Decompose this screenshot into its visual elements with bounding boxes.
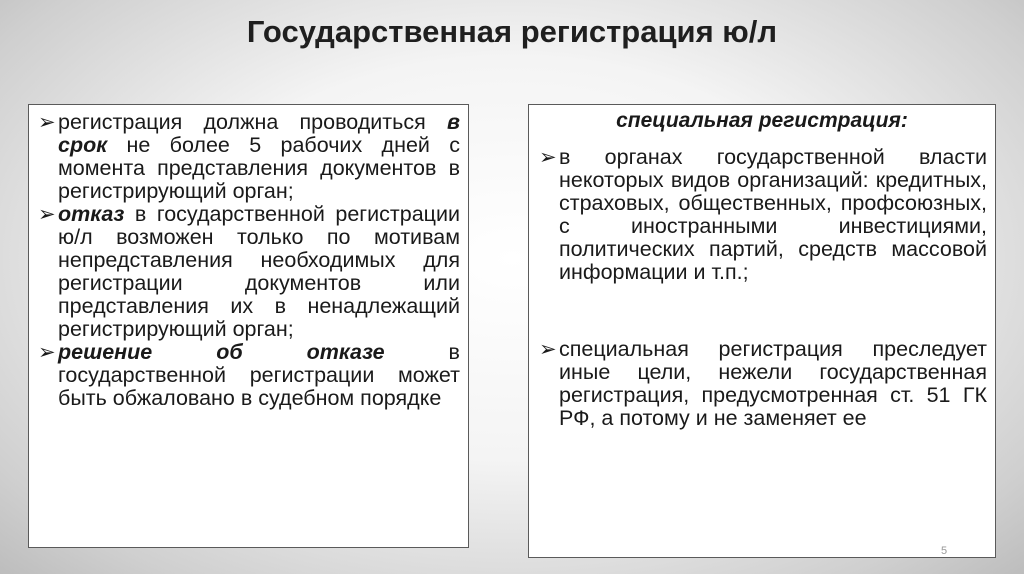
item-text: в органах государственной власти некоторых видов организаций: кредитных, страховых, общественных, профсоюзных, с иностранными инвестициями, политических партий, средств массовой информации и т.п.; (559, 145, 987, 284)
arrow-bullet-icon: ➢ (38, 341, 56, 364)
item-text: регистрация должна проводиться (58, 110, 447, 134)
arrow-bullet-icon: ➢ (38, 111, 56, 134)
slide-title: Государственная регистрация ю/л (246, 14, 778, 49)
item-emphasis: решение об отказе (58, 340, 385, 364)
special-heading: специальная регистрация: (616, 109, 908, 132)
item-text: в государственной регистрации может быть обжаловано в судебном порядке (58, 340, 460, 410)
list-item (36, 203, 460, 341)
right-text-box (528, 104, 996, 558)
list-item (36, 111, 460, 203)
list-item (36, 341, 460, 410)
left-text-box (28, 104, 469, 548)
spacer (537, 284, 987, 338)
arrow-bullet-icon: ➢ (539, 146, 557, 169)
arrow-bullet-icon: ➢ (38, 203, 56, 226)
arrow-bullet-icon: ➢ (539, 338, 557, 361)
list-item (537, 338, 987, 430)
item-text: специальная регистрация преследует иные цели, нежели государственная регистрация, предусмотренная ст. 51 ГК РФ, а потому и не заменяет ее (559, 337, 987, 430)
item-emphasis: в срок (58, 110, 460, 157)
item-text: в государственной регистрации ю/л возможен только по мотивам непредставления необходимых для регистрации документов или представления их в ненадлежащий регистрирующий орган; (58, 202, 460, 341)
item-emphasis: отказ (58, 202, 125, 226)
list-item (537, 146, 987, 284)
item-text: не более 5 рабочих дней с момента представления документов в регистрирующий орган; (58, 133, 460, 203)
page-number: 5 (941, 545, 948, 557)
